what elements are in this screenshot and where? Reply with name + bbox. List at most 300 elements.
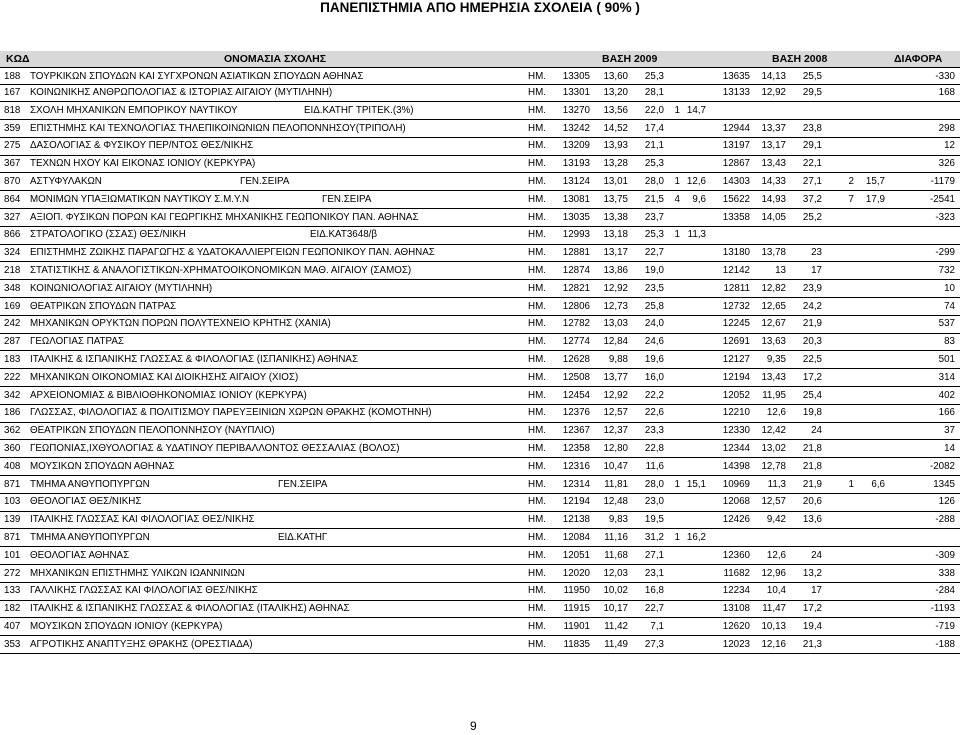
school-code: 275: [4, 140, 21, 152]
percent-2008: 37,2: [802, 193, 822, 205]
table-row: [0, 405, 960, 423]
percent-2008: 24: [811, 425, 822, 437]
difference: 37: [944, 425, 955, 437]
school-name: ΘΕΑΤΡΙΚΩΝ ΣΠΟΥΔΩΝ ΠΕΛΟΠΟΝΝΗΣΟΥ (ΝΑΥΠΛΙΟ): [30, 425, 275, 437]
grade-2009: 13,03: [603, 318, 628, 330]
school-code: 871: [4, 531, 21, 543]
percent-2008: 25,4: [802, 389, 822, 401]
school-code: 186: [4, 407, 21, 419]
percent-2009: 23,5: [644, 282, 664, 294]
school-type: ΗΜ.: [528, 478, 546, 490]
difference: -719: [935, 620, 955, 632]
school-category: ΕΙΔ.ΚΑΤΗΓ: [278, 531, 328, 543]
school-code: 327: [4, 211, 21, 223]
percent-2008: 22,5: [802, 353, 822, 365]
school-type: ΗΜ.: [528, 247, 546, 259]
base-2008: 12867: [722, 158, 750, 170]
extra-count-2009: 1: [674, 104, 680, 116]
percent-2008: 24: [811, 549, 822, 561]
school-name: ΙΤΑΛΙΚΗΣ & ΙΣΠΑΝΙΚΗΣ ΓΛΩΣΣΑΣ & ΦΙΛΟΛΟΓΙΑΣ (ΙΣΠΑΝΙΚΗΣ) ΑΘΗΝΑΣ: [30, 353, 358, 365]
difference: -299: [935, 247, 955, 259]
school-code: 408: [4, 460, 21, 472]
school-code: 870: [4, 175, 21, 187]
grade-2008: 12,42: [761, 425, 786, 437]
extra-value-2009: 9,6: [692, 193, 706, 205]
school-type: ΗΜ.: [528, 425, 546, 437]
percent-2008: 20,3: [802, 336, 822, 348]
school-type: ΗΜ.: [528, 460, 546, 472]
school-category: ΓΕΝ.ΣΕΙΡΑ: [240, 175, 290, 187]
grade-2008: 9,35: [766, 353, 786, 365]
grade-2008: 9,42: [766, 514, 786, 526]
grade-2008: 11,95: [762, 389, 786, 401]
grade-2008: 14,05: [761, 211, 786, 223]
school-name: ΙΤΑΛΙΚΗΣ & ΙΣΠΑΝΙΚΗΣ ΓΛΩΣΣΑΣ & ΦΙΛΟΛΟΓΙΑΣ (ΙΤΑΛΙΚΗΣ) ΑΘΗΝΑΣ: [30, 603, 350, 615]
base-2009: 13209: [562, 140, 590, 152]
table-row: [0, 85, 960, 103]
grade-2009: 13,86: [603, 264, 628, 276]
base-2009: 12874: [562, 264, 590, 276]
school-code: 103: [4, 496, 21, 508]
school-name: ΕΠΙΣΤΗΜΗΣ ΚΑΙ ΤΕΧΝΟΛΟΓΙΑΣ ΤΗΛΕΠΙΚΟΙΝΩΝΙΩΝ ΠΕΛΟΠΟΝΝΗΣΟΥ(ΤΡΙΠΟΛΗ): [30, 122, 406, 134]
grade-2008: 12,67: [761, 318, 786, 330]
school-type: ΗΜ.: [528, 140, 546, 152]
percent-2008: 24,2: [802, 300, 822, 312]
percent-2008: 19,4: [802, 620, 822, 632]
school-name: ΣΤΡΑΤΟΛΟΓΙΚΟ (ΣΣΑΣ) ΘΕΣ/ΝΙΚΗ: [30, 229, 186, 241]
school-category: ΓΕΝ.ΣΕΙΡΑ: [278, 478, 328, 490]
base-2008: 12127: [722, 353, 750, 365]
grade-2009: 13,75: [603, 193, 628, 205]
grade-2009: 13,38: [603, 211, 628, 223]
grade-2008: 13,37: [761, 122, 786, 134]
base-2009: 13193: [562, 158, 590, 170]
table-row: [0, 423, 960, 441]
school-type: ΗΜ.: [528, 620, 546, 632]
school-name: ΤΜΗΜΑ ΑΝΘΥΠΟΠΥΡΓΩΝ: [30, 478, 150, 490]
base-2009: 12821: [562, 282, 590, 294]
difference: 166: [938, 407, 955, 419]
difference: 501: [938, 353, 955, 365]
table-row: [0, 156, 960, 174]
extra-count-2009: 1: [674, 531, 680, 543]
grade-2009: 9,83: [608, 514, 628, 526]
grade-2009: 12,03: [603, 567, 628, 579]
school-code: 407: [4, 620, 21, 632]
difference: 537: [938, 318, 955, 330]
extra-count-2008: 7: [848, 193, 854, 205]
school-name: ΤΕΧΝΩΝ ΗΧΟΥ ΚΑΙ ΕΙΚΟΝΑΣ ΙΟΝΙΟΥ (ΚΕΡΚΥΡΑ): [30, 158, 256, 170]
grade-2009: 12,37: [603, 425, 628, 437]
percent-2009: 17,4: [644, 122, 664, 134]
table-row: [0, 476, 960, 494]
base-2008: 12360: [722, 549, 750, 561]
school-type: ΗΜ.: [528, 300, 546, 312]
school-code: 353: [4, 638, 21, 650]
difference: -284: [935, 585, 955, 597]
percent-2008: 29,5: [802, 87, 822, 98]
percent-2009: 23,1: [644, 567, 664, 579]
difference: 12: [944, 140, 955, 152]
extra-value-2009: 12,6: [686, 175, 706, 187]
page-number: 9: [470, 719, 477, 733]
percent-2008: 21,3: [802, 638, 822, 650]
grade-2009: 12,73: [603, 300, 628, 312]
results-table: [0, 68, 960, 654]
base-2008: 12732: [722, 300, 750, 312]
base-2008: 13358: [722, 211, 750, 223]
percent-2009: 22,6: [644, 407, 664, 419]
grade-2008: 10,4: [766, 585, 786, 597]
school-type: ΗΜ.: [528, 87, 546, 98]
difference: 314: [938, 371, 955, 383]
school-code: 362: [4, 425, 21, 437]
table-row: [0, 191, 960, 209]
base-2009: 12194: [562, 496, 590, 508]
grade-2008: 14,93: [761, 193, 786, 205]
percent-2008: 25,2: [802, 211, 822, 223]
difference: 298: [938, 122, 955, 134]
school-name: ΜΟΥΣΙΚΩΝ ΣΠΟΥΔΩΝ ΑΘΗΝΑΣ: [30, 460, 175, 472]
school-type: ΗΜ.: [528, 264, 546, 276]
difference: -2541: [929, 193, 955, 205]
base-2009: 13270: [562, 104, 590, 116]
base-2009: 12628: [562, 353, 590, 365]
school-type: ΗΜ.: [528, 407, 546, 419]
grade-2009: 12,57: [603, 407, 628, 419]
grade-2008: 12,96: [761, 567, 786, 579]
base-2009: 13081: [562, 193, 590, 205]
school-type: ΗΜ.: [528, 193, 546, 205]
school-name: ΔΑΣΟΛΟΓΙΑΣ & ΦΥΣΙΚΟΥ ΠΕΡ/ΝΤΟΣ ΘΕΣ/ΝΙΚΗΣ: [30, 140, 254, 152]
table-row: [0, 636, 960, 654]
grade-2009: 9,88: [608, 353, 628, 365]
difference: 338: [938, 567, 955, 579]
difference: 326: [938, 158, 955, 170]
percent-2008: 13,6: [802, 514, 822, 526]
base-2009: 12774: [562, 336, 590, 348]
base-2008: 13108: [722, 603, 750, 615]
table-row: [0, 351, 960, 369]
percent-2009: 22,8: [644, 442, 664, 454]
grade-2008: 12,57: [761, 496, 786, 508]
grade-2008: 13,63: [761, 336, 786, 348]
school-type: ΗΜ.: [528, 442, 546, 454]
table-row: [0, 583, 960, 601]
school-name: ΘΕΟΛΟΓΙΑΣ ΑΘΗΝΑΣ: [30, 549, 130, 561]
extra-value-2008: 17,9: [865, 193, 885, 205]
school-name: ΜΟΥΣΙΚΩΝ ΣΠΟΥΔΩΝ ΙΟΝΙΟΥ (ΚΕΡΚΥΡΑ): [30, 620, 223, 632]
school-type: ΗΜ.: [528, 229, 546, 241]
school-code: 133: [4, 585, 21, 597]
base-2009: 12881: [562, 247, 590, 259]
grade-2008: 13,17: [761, 140, 786, 152]
percent-2009: 25,3: [644, 70, 664, 82]
difference: -323: [935, 211, 955, 223]
grade-2008: 13,43: [761, 158, 786, 170]
difference: 1345: [933, 478, 955, 490]
extra-value-2009: 11,3: [687, 229, 706, 241]
grade-2008: 13,02: [761, 442, 786, 454]
grade-2009: 13,20: [603, 87, 628, 98]
grade-2009: 12,48: [603, 496, 628, 508]
percent-2009: 27,1: [644, 549, 664, 561]
base-2009: 13305: [562, 70, 590, 82]
school-code: 182: [4, 603, 21, 615]
base-2008: 12023: [722, 638, 750, 650]
base-2009: 12358: [562, 442, 590, 454]
percent-2009: 19,5: [644, 514, 664, 526]
table-row: [0, 601, 960, 619]
base-2009: 12316: [562, 460, 590, 472]
school-code: 272: [4, 567, 21, 579]
grade-2009: 11,49: [604, 638, 628, 650]
school-type: ΗΜ.: [528, 175, 546, 187]
grade-2008: 12,92: [761, 87, 786, 98]
percent-2008: 17,2: [802, 603, 822, 615]
base-2009: 13124: [562, 175, 590, 187]
grade-2008: 13,78: [761, 247, 786, 259]
difference: 168: [938, 87, 955, 98]
percent-2009: 21,1: [644, 140, 664, 152]
extra-value-2009: 15,1: [686, 478, 706, 490]
base-2009: 12020: [562, 567, 590, 579]
school-type: ΗΜ.: [528, 336, 546, 348]
extra-count-2009: 1: [674, 175, 680, 187]
percent-2008: 17: [811, 585, 822, 597]
percent-2009: 21,5: [644, 193, 664, 205]
school-name: ΤΟΥΡΚΙΚΩΝ ΣΠΟΥΔΩΝ ΚΑΙ ΣΥΓΧΡΟΝΩΝ ΑΣΙΑΤΙΚΩΝ ΣΠΟΥΔΩΝ ΑΘΗΝΑΣ: [30, 70, 364, 82]
page-title: ΠΑΝΕΠΙΣΤΗΜΙΑ ΑΠΟ ΗΜΕΡΗΣΙΑ ΣΧΟΛΕΙΑ ( 90% ): [320, 0, 640, 15]
percent-2008: 21,8: [802, 442, 822, 454]
grade-2009: 14,52: [603, 122, 628, 134]
base-2008: 12620: [722, 620, 750, 632]
school-code: 866: [4, 229, 21, 241]
school-type: ΗΜ.: [528, 567, 546, 579]
percent-2009: 31,2: [644, 531, 664, 543]
percent-2008: 20,6: [802, 496, 822, 508]
school-code: 242: [4, 318, 21, 330]
percent-2009: 28,1: [644, 87, 664, 98]
school-code: 222: [4, 371, 21, 383]
grade-2009: 10,47: [603, 460, 628, 472]
percent-2009: 16,0: [644, 371, 664, 383]
difference: -2082: [929, 460, 955, 472]
grade-2008: 11,3: [767, 478, 786, 490]
header-code: ΚΩΔ: [6, 53, 30, 65]
school-name: ΕΠΙΣΤΗΜΗΣ ΖΩΙΚΗΣ ΠΑΡΑΓΩΓΗΣ & ΥΔΑΤΟΚΑΛΛΙΕΡΓΕΙΩΝ ΓΕΩΠΟΝΙΚΟΥ ΠΑΝ. ΑΘΗΝΑΣ: [30, 247, 435, 259]
school-name: ΑΞΙΟΠ. ΦΥΣΙΚΩΝ ΠΟΡΩΝ ΚΑΙ ΓΕΩΡΓΙΚΗΣ ΜΗΧΑΝΙΚΗΣ ΓΕΩΠΟΝΙΚΟΥ ΠΑΝ. ΑΘΗΝΑΣ: [30, 211, 419, 223]
base-2009: 12508: [562, 371, 590, 383]
school-type: ΗΜ.: [528, 496, 546, 508]
percent-2008: 25,5: [802, 70, 822, 82]
school-name: ΓΑΛΛΙΚΗΣ ΓΛΩΣΣΑΣ ΚΑΙ ΦΙΛΟΛΟΓΙΑΣ ΘΕΣ/ΝΙΚΗΣ: [30, 585, 258, 597]
school-name: ΤΜΗΜΑ ΑΝΘΥΠΟΠΥΡΓΩΝ: [30, 531, 150, 543]
school-code: 367: [4, 158, 21, 170]
base-2009: 11901: [563, 620, 590, 632]
base-2008: 12330: [722, 425, 750, 437]
grade-2009: 12,84: [603, 336, 628, 348]
school-name: ΙΤΑΛΙΚΗΣ ΓΛΩΣΣΑΣ ΚΑΙ ΦΙΛΟΛΟΓΙΑΣ ΘΕΣ/ΝΙΚΗΣ: [30, 514, 255, 526]
school-name: ΑΣΤΥΦΥΛΑΚΩΝ: [30, 175, 102, 187]
percent-2009: 11,6: [645, 460, 664, 472]
percent-2008: 13,2: [802, 567, 822, 579]
school-name: ΘΕΟΛΟΓΙΑΣ ΘΕΣ/ΝΙΚΗΣ: [30, 496, 142, 508]
table-row: [0, 440, 960, 458]
base-2009: 12051: [562, 549, 590, 561]
school-name: ΘΕΑΤΡΙΚΩΝ ΣΠΟΥΔΩΝ ΠΑΤΡΑΣ: [30, 300, 177, 312]
table-row: [0, 138, 960, 156]
table-row: [0, 102, 960, 120]
base-2008: 12142: [722, 264, 750, 276]
difference: -188: [935, 638, 955, 650]
extra-count-2009: 4: [674, 193, 680, 205]
base-2009: 12138: [562, 514, 590, 526]
table-row: [0, 547, 960, 565]
percent-2009: 27,3: [644, 638, 664, 650]
base-2009: 12993: [562, 229, 590, 241]
table-row: [0, 494, 960, 512]
table-row: [0, 120, 960, 138]
base-2009: 12314: [562, 478, 590, 490]
school-type: ΗΜ.: [528, 531, 546, 543]
grade-2008: 13: [775, 264, 786, 276]
table-row: [0, 529, 960, 547]
grade-2009: 12,92: [603, 389, 628, 401]
extra-count-2009: 1: [674, 478, 680, 490]
extra-value-2009: 14,7: [686, 104, 706, 116]
base-2008: 12344: [722, 442, 750, 454]
base-2008: 10969: [722, 478, 750, 490]
extra-count-2009: 1: [674, 229, 680, 241]
percent-2009: 25,3: [644, 229, 664, 241]
grade-2009: 13,56: [603, 104, 628, 116]
school-name: ΜΟΝΙΜΩΝ ΥΠΑΞΙΩΜΑΤΙΚΩΝ ΝΑΥΤΙΚΟΥ Σ.Μ.Υ.Ν: [30, 193, 250, 205]
table-row: [0, 280, 960, 298]
extra-value-2008: 15,7: [865, 175, 885, 187]
percent-2009: 19,0: [644, 264, 664, 276]
school-type: ΗΜ.: [528, 211, 546, 223]
school-name: ΚΟΙΝΩΝΙΚΗΣ ΑΝΘΡΩΠΟΛΟΓΙΑΣ & ΙΣΤΟΡΙΑΣ ΑΙΓΑΙΟΥ (ΜΥΤΙΛΗΝΗ): [30, 87, 333, 98]
school-code: 871: [4, 478, 21, 490]
base-2008: 12210: [722, 407, 750, 419]
percent-2008: 17: [811, 264, 822, 276]
difference: -1193: [930, 603, 955, 615]
base-2008: 14398: [722, 460, 750, 472]
base-2008: 12426: [722, 514, 750, 526]
school-category: ΕΙΔ.ΚΑΤΗΓ ΤΡΙΤΕΚ.(3%): [304, 104, 414, 116]
grade-2009: 13,60: [603, 70, 628, 82]
percent-2009: 23,0: [644, 496, 664, 508]
grade-2008: 14,13: [761, 70, 786, 82]
base-2009: 13035: [562, 211, 590, 223]
base-2008: 12052: [722, 389, 750, 401]
school-name: ΚΟΙΝΩΝΙΟΛΟΓΙΑΣ ΑΙΓΑΙΟΥ (ΜΥΤΙΛΗΝΗ): [30, 282, 213, 294]
grade-2009: 12,80: [603, 442, 628, 454]
base-2008: 12234: [722, 585, 750, 597]
base-2008: 13635: [722, 70, 750, 82]
school-type: ΗΜ.: [528, 70, 546, 82]
difference: 10: [944, 282, 955, 294]
grade-2008: 10,13: [761, 620, 786, 632]
table-row: [0, 245, 960, 263]
grade-2008: 12,78: [761, 460, 786, 472]
grade-2009: 10,17: [603, 603, 628, 615]
school-code: 169: [4, 300, 21, 312]
percent-2009: 25,8: [644, 300, 664, 312]
table-row: [0, 618, 960, 636]
table-row: [0, 458, 960, 476]
grade-2009: 13,01: [603, 175, 628, 187]
school-type: ΗΜ.: [528, 549, 546, 561]
base-2008: 15622: [722, 193, 750, 205]
school-category: ΕΙΔ.ΚΑΤ3648/β: [310, 229, 377, 241]
school-type: ΗΜ.: [528, 603, 546, 615]
school-code: 360: [4, 442, 21, 454]
difference: 402: [938, 389, 955, 401]
grade-2009: 12,92: [603, 282, 628, 294]
table-header: [0, 51, 960, 68]
base-2009: 12376: [562, 407, 590, 419]
school-name: ΣΤΑΤΙΣΤΙΚΗΣ & ΑΝΑΛΟΓΙΣΤΙΚΩΝ-ΧΡΗΜΑΤΟΟΙΚΟΝΟΜΙΚΩΝ ΜΑΘ. ΑΙΓΑΙΟΥ (ΣΑΜΟΣ): [30, 264, 412, 276]
extra-value-2008: 6,6: [871, 478, 885, 490]
difference: -288: [935, 514, 955, 526]
percent-2008: 21,9: [802, 478, 822, 490]
grade-2009: 13,77: [603, 371, 628, 383]
grade-2008: 12,6: [766, 549, 786, 561]
base-2008: 12245: [722, 318, 750, 330]
school-code: 818: [4, 104, 21, 116]
school-name: ΜΗΧΑΝΙΚΩΝ ΕΠΙΣΤΗΜΗΣ ΥΛΙΚΩΝ ΙΩΑΝΝΙΝΩΝ: [30, 567, 245, 579]
school-code: 359: [4, 122, 21, 134]
school-type: ΗΜ.: [528, 514, 546, 526]
school-type: ΗΜ.: [528, 122, 546, 134]
school-code: 287: [4, 336, 21, 348]
percent-2008: 27,1: [802, 175, 822, 187]
school-name: ΓΛΩΣΣΑΣ, ΦΙΛΟΛΟΓΙΑΣ & ΠΟΛΙΤΙΣΜΟΥ ΠΑΡΕΥΞΕΙΝΙΩΝ ΧΩΡΩΝ ΘΡΑΚΗΣ (ΚΟΜΟΤΗΝΗ): [30, 407, 432, 419]
school-type: ΗΜ.: [528, 158, 546, 170]
table-row: [0, 334, 960, 352]
percent-2008: 17,2: [802, 371, 822, 383]
difference: -330: [935, 70, 955, 82]
school-category: ΓΕΝ.ΣΕΙΡΑ: [322, 193, 372, 205]
difference: 83: [944, 336, 955, 348]
school-name: ΓΕΩΠΟΝΙΑΣ,ΙΧΘΥΟΛΟΓΙΑΣ & ΥΔΑΤΙΝΟΥ ΠΕΡΙΒΑΛΛΟΝΤΟΣ ΘΕΣΣΑΛΙΑΣ (ΒΟΛΟΣ): [30, 442, 400, 454]
grade-2008: 12,16: [761, 638, 786, 650]
percent-2008: 29,1: [802, 140, 822, 152]
percent-2009: 22,2: [644, 389, 664, 401]
percent-2009: 23,3: [644, 425, 664, 437]
percent-2008: 22,1: [802, 158, 822, 170]
percent-2009: 7,1: [650, 620, 664, 632]
school-code: 342: [4, 389, 21, 401]
percent-2009: 22,7: [644, 247, 664, 259]
table-row: [0, 512, 960, 530]
percent-2008: 23: [811, 247, 822, 259]
school-type: ΗΜ.: [528, 282, 546, 294]
grade-2008: 11,47: [762, 603, 786, 615]
grade-2009: 11,16: [604, 531, 628, 543]
header-name: ΟΝΟΜΑΣΙΑ ΣΧΟΛΗΣ: [224, 53, 327, 65]
percent-2009: 24,6: [644, 336, 664, 348]
base-2008: 12944: [722, 122, 750, 134]
base-2008: 12194: [722, 371, 750, 383]
grade-2009: 11,81: [604, 478, 628, 490]
percent-2008: 21,9: [802, 318, 822, 330]
school-type: ΗΜ.: [528, 389, 546, 401]
base-2009: 11835: [563, 638, 590, 650]
grade-2009: 11,42: [604, 620, 628, 632]
